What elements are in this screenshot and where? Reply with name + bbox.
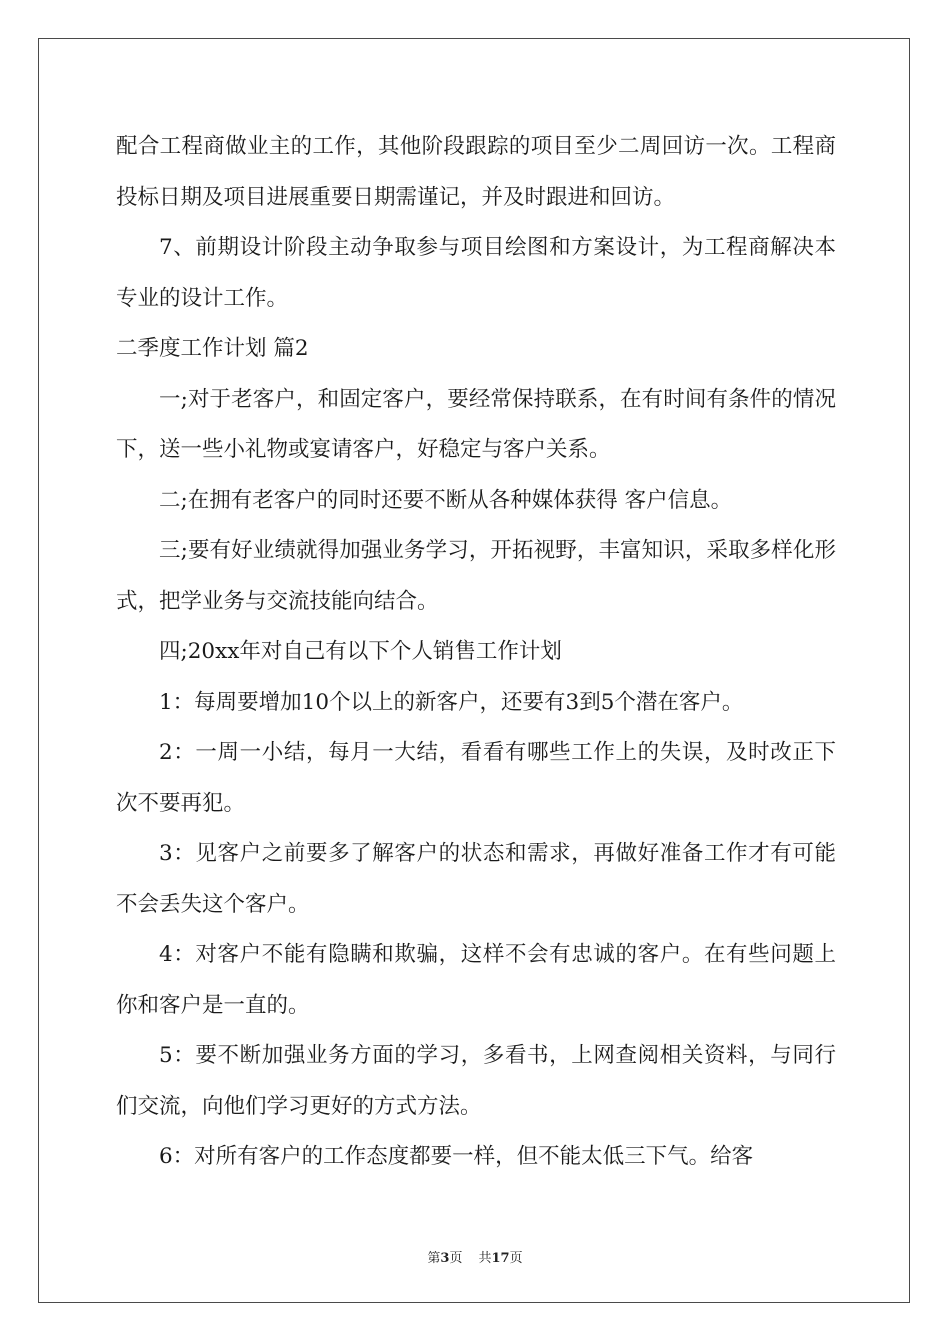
paragraph-4: 一;对于老客户，和固定客户，要经常保持联系，在有时间有条件的情况下，送一些小礼物或宴请客户，好稳定与客户关系。 (116, 386, 836, 462)
footer-page-suffix: 页 (449, 1251, 463, 1266)
footer-total-suffix: 页 (509, 1251, 523, 1266)
paragraph-12: 5：要不断加强业务方面的学习，多看书，上网查阅相关资料，与同行们交流，向他们学习更好的方式方法。 (116, 1043, 836, 1119)
section-heading: 二季度工作计划 篇2 (116, 336, 309, 361)
footer-total-prefix: 共 (478, 1251, 492, 1266)
footer-current-page: 3 (440, 1251, 450, 1266)
footer-total-pages: 17 (491, 1251, 510, 1266)
footer-prefix: 第 (427, 1251, 441, 1266)
paragraph-9: 2：一周一小结，每月一大结，看看有哪些工作上的失误，及时改正下次不要再犯。 (116, 740, 836, 816)
document-body (116, 122, 836, 1183)
paragraph-1: 配合工程商做业主的工作，其他阶段跟踪的项目至少二周回访一次。工程商投标日期及项目进展重要日期需谨记，并及时跟进和回访。 (116, 134, 836, 210)
paragraph-2: 7、前期设计阶段主动争取参与项目绘图和方案设计，为工程商解决本专业的设计工作。 (116, 235, 836, 311)
paragraph-10: 3：见客户之前要多了解客户的状态和需求，再做好准备工作才有可能不会丢失这个客户。 (116, 841, 836, 917)
paragraph-8: 1：每周要增加10个以上的新客户，还要有3到5个潜在客户。 (159, 689, 744, 715)
page-footer (0, 1247, 950, 1266)
paragraph-11: 4：对客户不能有隐瞒和欺骗，这样不会有忠诚的客户。在有些问题上你和客户是一直的。 (116, 942, 836, 1018)
paragraph-5: 二;在拥有老客户的同时还要不断从各种媒体获得 客户信息。 (159, 487, 733, 513)
paragraph-6: 三;要有好业绩就得加强业务学习，开拓视野，丰富知识，采取多样化形式，把学业务与交流技能向结合。 (116, 538, 836, 614)
paragraph-7: 四;20xx年对自己有以下个人销售工作计划 (159, 639, 562, 664)
paragraph-13: 6：对所有客户的工作态度都要一样，但不能太低三下气。给客 (159, 1144, 754, 1169)
